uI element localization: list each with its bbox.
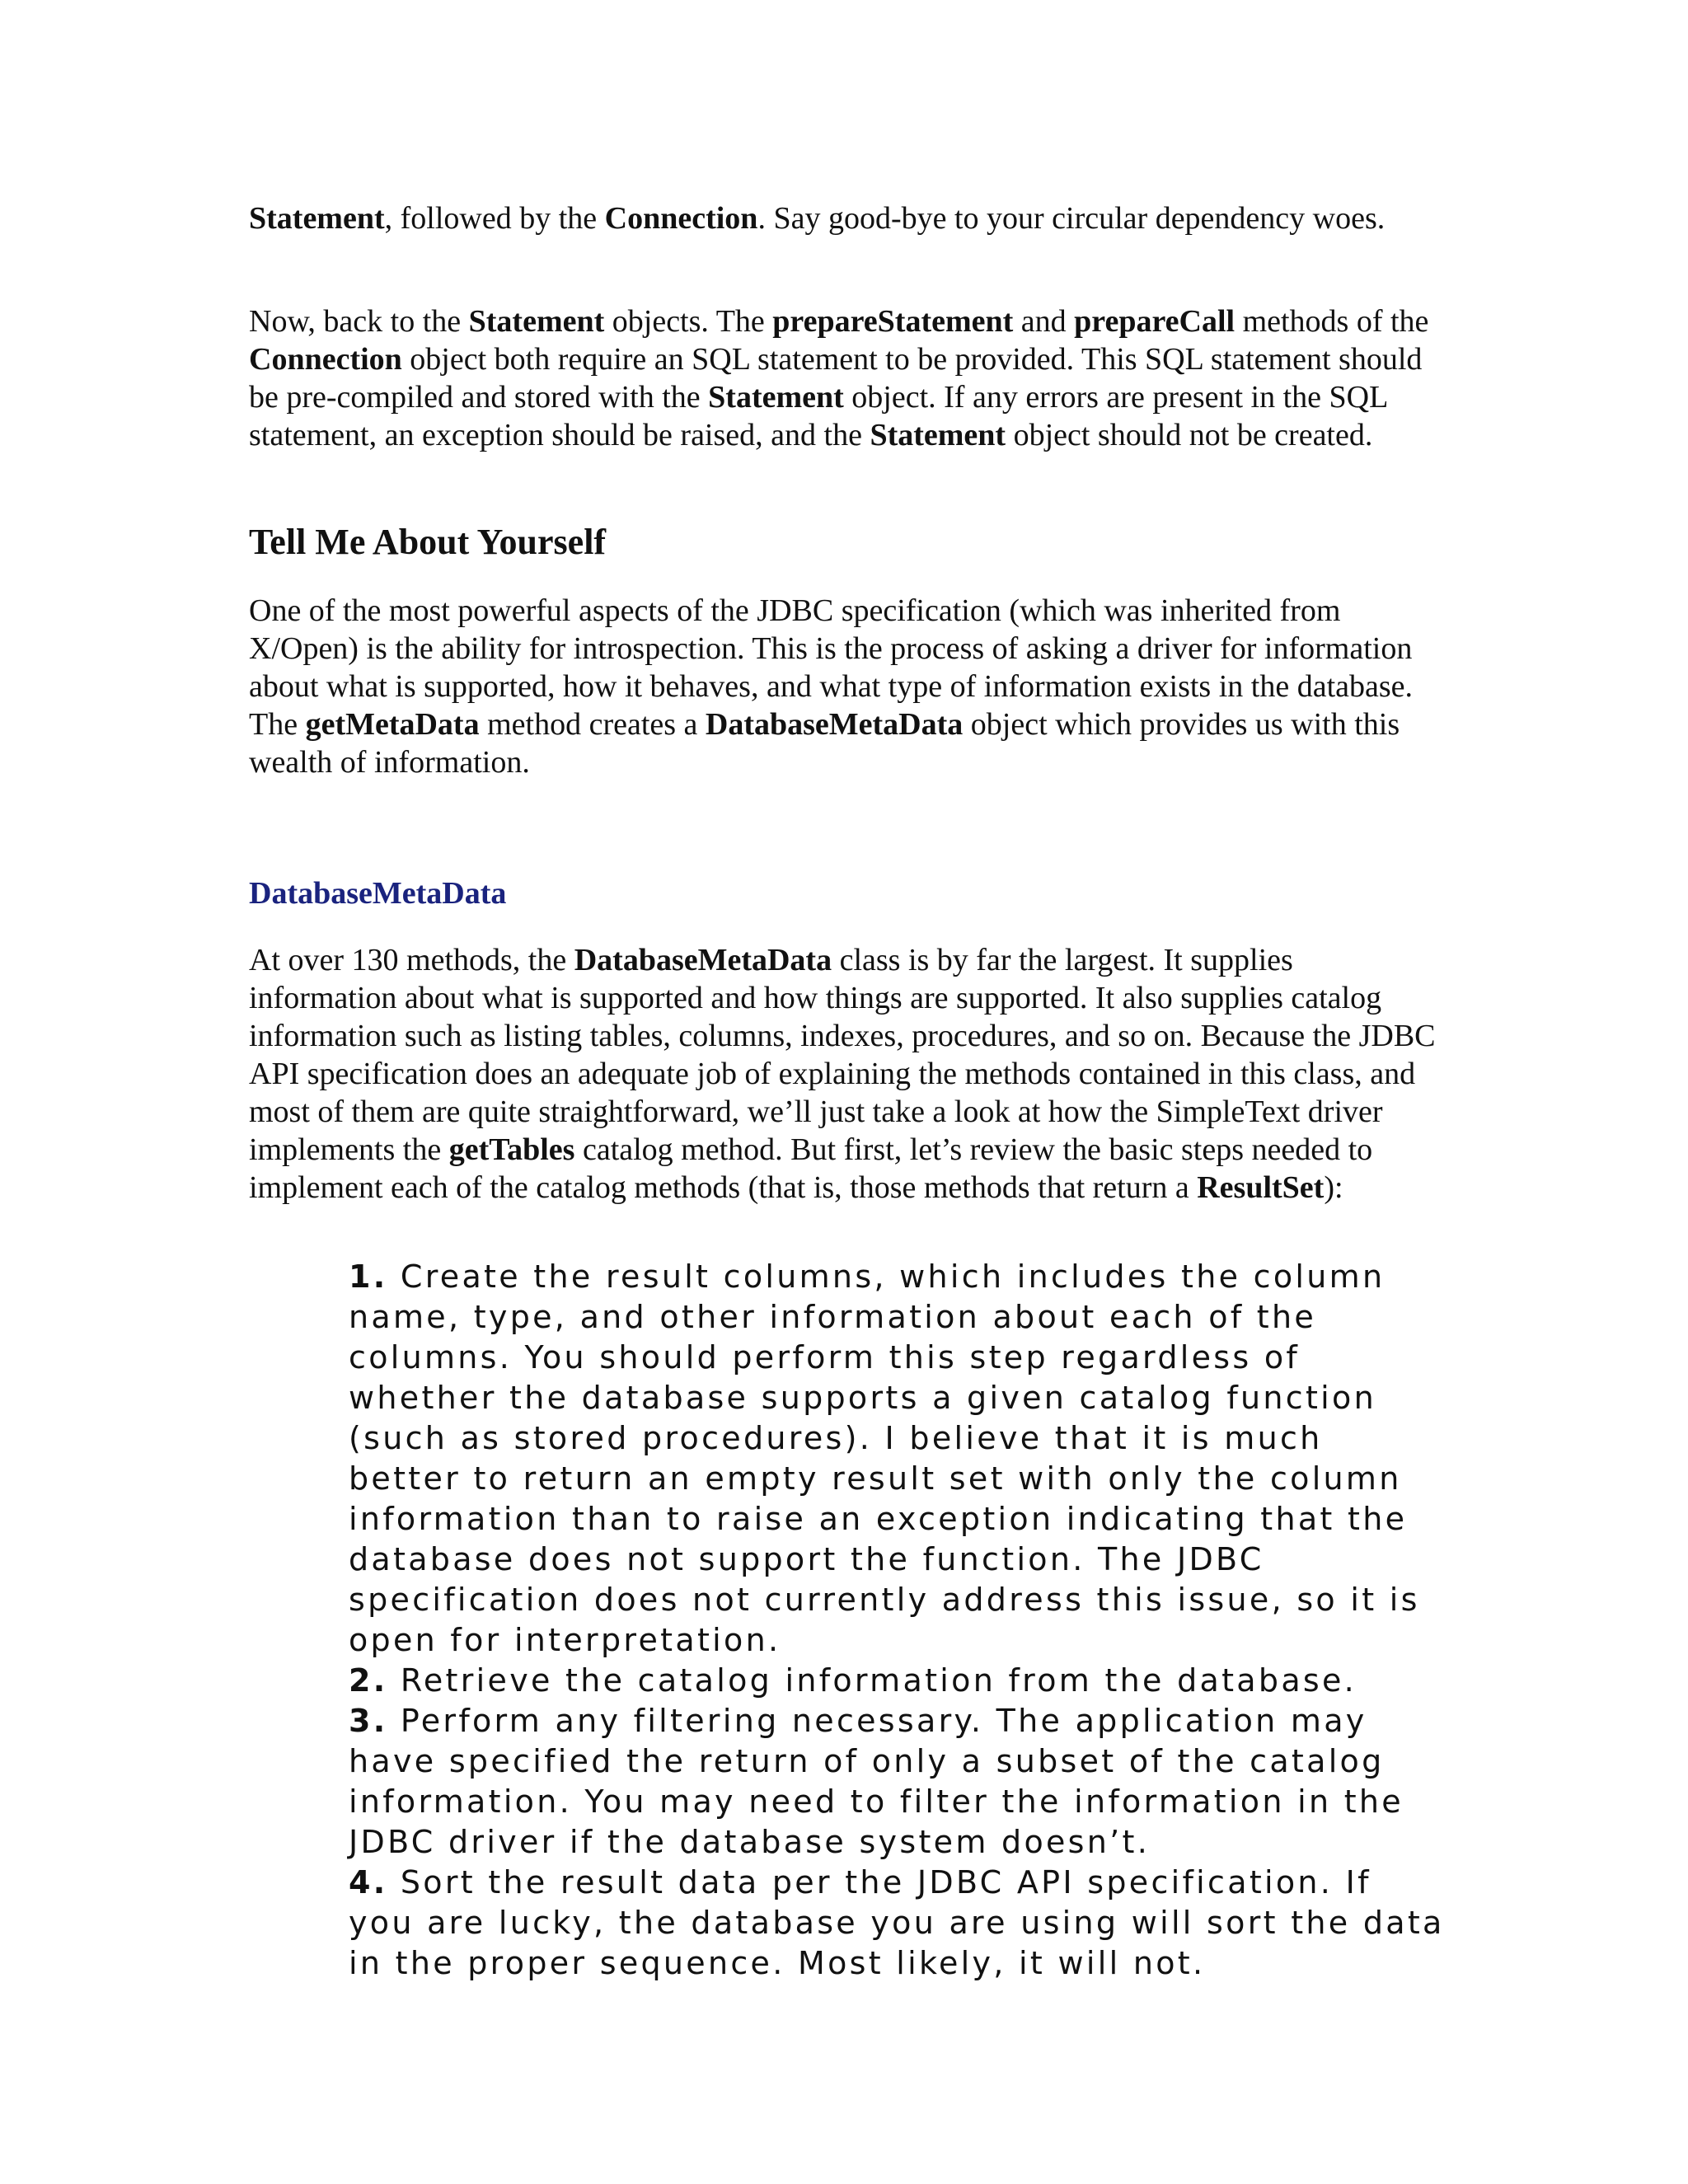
paragraph-statement-objects (249, 302, 1444, 454)
text-run: catalog method. But first, let’s review the basic steps needed to implement each of the catalog methods (that is, those methods that return a (249, 1132, 1373, 1205)
list-item (349, 1257, 1445, 1661)
term-statement: Statement (468, 304, 605, 339)
text-run: Now, back to the (249, 304, 469, 339)
term-databasemetadata: DatabaseMetaData (574, 943, 832, 977)
subsection-heading: DatabaseMetaData (249, 876, 507, 911)
step-number: 2. (349, 1662, 388, 1699)
list-item (349, 1701, 1445, 1863)
text-run: methods of the (1235, 304, 1429, 339)
paragraph-intro-continuation (249, 199, 1444, 237)
term-preparestatement: prepareStatement (772, 304, 1014, 339)
term-statement: Statement (708, 380, 844, 415)
step-text: Create the result columns, which includes the column name, type, and other information about each of the columns. You should perform this step regardless of whether the database supports a given catalog function (such as stored procedures). I believe that it is much better to return an empty result set with only the column information than to raise an exception indicating that the database does not support the function. The JDBC specification does not currently address this issue, so it is open for interpretation. (349, 1258, 1420, 1658)
text-run: and (1013, 304, 1075, 339)
step-number: 4. (349, 1864, 388, 1900)
catalog-steps-list (349, 1257, 1445, 1984)
text-run: class is by far the largest. It supplies information about what is supported and how things are supported. It also supplies catalog information such as listing tables, columns, indexes, procedures, and so on. Because the JDBC API specification does an adequate job of explaining the methods contained in this class, and most of them are quite straightforward, we’ll just take a look at how the SimpleText driver implements the (249, 943, 1436, 1167)
term-resultset: ResultSet (1197, 1170, 1325, 1205)
paragraph-databasemetadata (249, 941, 1444, 1207)
term-databasemetadata: DatabaseMetaData (705, 707, 964, 742)
step-text: Sort the result data per the JDBC API specification. If you are lucky, the database you are using will sort the data in the proper sequence. Most likely, it will not. (349, 1864, 1445, 1981)
term-statement: Statement (249, 201, 385, 236)
text-run: objects. The (604, 304, 773, 339)
step-text: Perform any filtering necessary. The application may have specified the return of only a subset of the catalog information. You may need to filter the information in the JDBC driver if the database system doesn’t. (349, 1703, 1404, 1860)
text-run: object. If any errors are present in the SQL statement, an exception should be raised, and the (249, 380, 1387, 452)
term-getmetadata: getMetaData (305, 707, 480, 742)
text-run: . Say good-bye to your circular dependency woes. (757, 201, 1386, 236)
text-run: method creates a (479, 707, 706, 742)
paragraph-introspection (249, 592, 1444, 781)
list-item (349, 1661, 1445, 1701)
text-run: object should not be created. (1006, 418, 1373, 452)
step-text: Retrieve the catalog information from the database. (387, 1662, 1357, 1699)
term-connection: Connection (604, 201, 758, 236)
text-run: object both require an SQL statement to be provided. This SQL statement should be pre-compiled and stored with the (249, 342, 1423, 415)
text-run: , followed by the (384, 201, 605, 236)
term-preparecall: prepareCall (1074, 304, 1236, 339)
text-run: At over 130 methods, the (249, 943, 574, 977)
text-run: object which provides us with this wealth of information. (249, 707, 1400, 780)
step-number: 3. (349, 1703, 388, 1739)
section-heading: Tell Me About Yourself (249, 522, 607, 562)
text-run: ): (1324, 1170, 1343, 1205)
term-gettables: getTables (448, 1132, 575, 1167)
list-item (349, 1863, 1445, 1984)
term-connection: Connection (249, 342, 402, 377)
step-number: 1. (349, 1258, 388, 1295)
term-statement: Statement (870, 418, 1006, 452)
text-run: One of the most powerful aspects of the JDBC specification (which was inherited from X/Open) is the ability for introspection. This is the process of asking a driver for information about what is supported, how it behaves, and what type of information exists in the database. The (249, 593, 1414, 742)
